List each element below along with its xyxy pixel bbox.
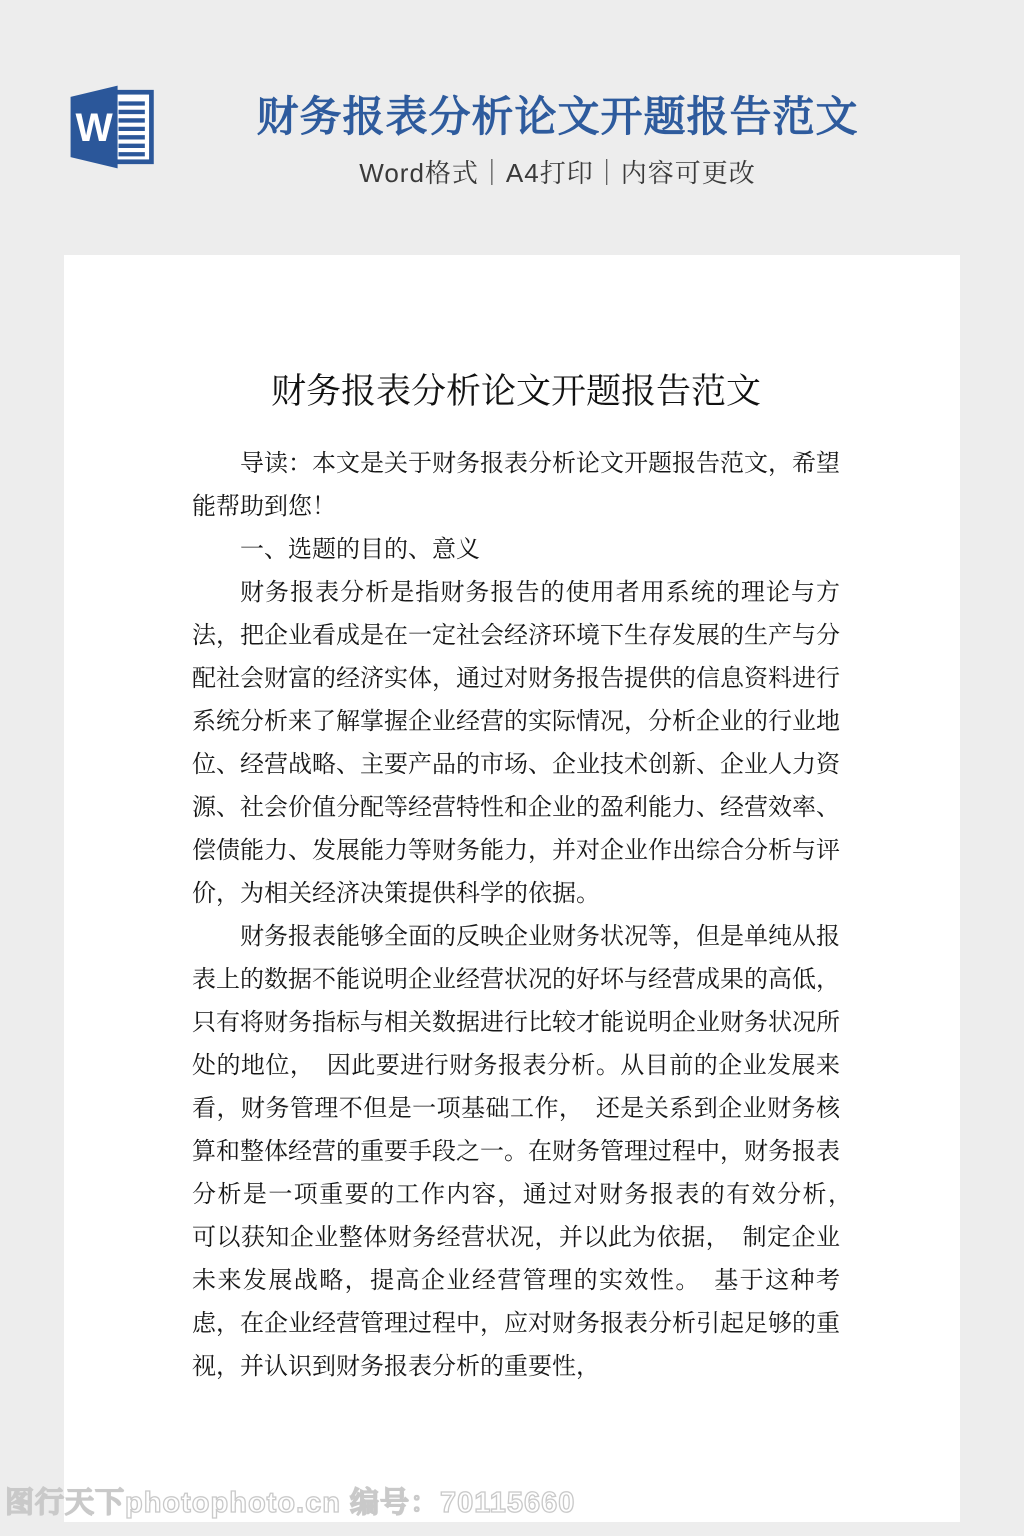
document-paragraph: 财务报表分析是指财务报告的使用者用系统的理论与方法，把企业看成是在一定社会经济环境下生存发展的生产与分配社会财富的经济实体，通过对财务报告提供的信息资料进行系统分析来了解掌握企业经营的实际情况，分析企业的行业地位、经营战略、主要产品的市场、企业技术创新、企业人力资源、社会价值分配等经营特性和企业的盈利能力、经营效率、偿债能力、发展能力等财务能力，并对企业作出综合分析与评价，为相关经济决策提供科学的依据。 bbox=[192, 580, 840, 907]
document-paragraph: 导读：本文是关于财务报表分析论文开题报告范文，希望能帮助到您！ bbox=[192, 451, 840, 520]
document-page bbox=[64, 255, 960, 1522]
watermark-text: 图行天下photophoto.cn 编号：70115660 bbox=[5, 1487, 576, 1519]
header-subtitle: Word格式｜A4打印｜内容可更改 bbox=[359, 158, 756, 189]
header bbox=[0, 0, 1024, 255]
document-body bbox=[192, 443, 864, 1389]
word-icon-text-lines bbox=[119, 104, 145, 155]
header-title: 财务报表分析论文开题报告范文 bbox=[256, 93, 859, 140]
word-icon-graphic bbox=[64, 80, 158, 174]
word-icon-letter: W bbox=[75, 106, 113, 151]
word-icon bbox=[64, 80, 158, 174]
header-text-block bbox=[155, 94, 960, 190]
document-paragraph: 财务报表能够全面的反映企业财务状况等，但是单纯从报表上的数据不能说明企业经营状况的好坏与经营成果的高低，只有将财务指标与相关数据进行比较才能说明企业财务状况所处的地位， 因此要进行财务报表分析。从目前的企业发展来看，财务管理不但是一项基础工作， 还是关系到企业财务核算和整体经营的重要手段之一。在财务管理过程中，财务报表分析是一项重要的工作内容，通过对财务报表的有效分析， 可以获知企业整体财务经营状况，并以此为依据， 制定企业未来发展战略，提高企业经营管理的实效性。 基于这种考虑，在企业经营管理过程中，应对财务报表分析引起足够的重视，并认识到财务报表分析的重要性， bbox=[192, 924, 864, 1380]
document-paragraph: 一、选题的目的、意义 bbox=[240, 537, 480, 563]
document-title: 财务报表分析论文开题报告范文 bbox=[270, 372, 761, 411]
